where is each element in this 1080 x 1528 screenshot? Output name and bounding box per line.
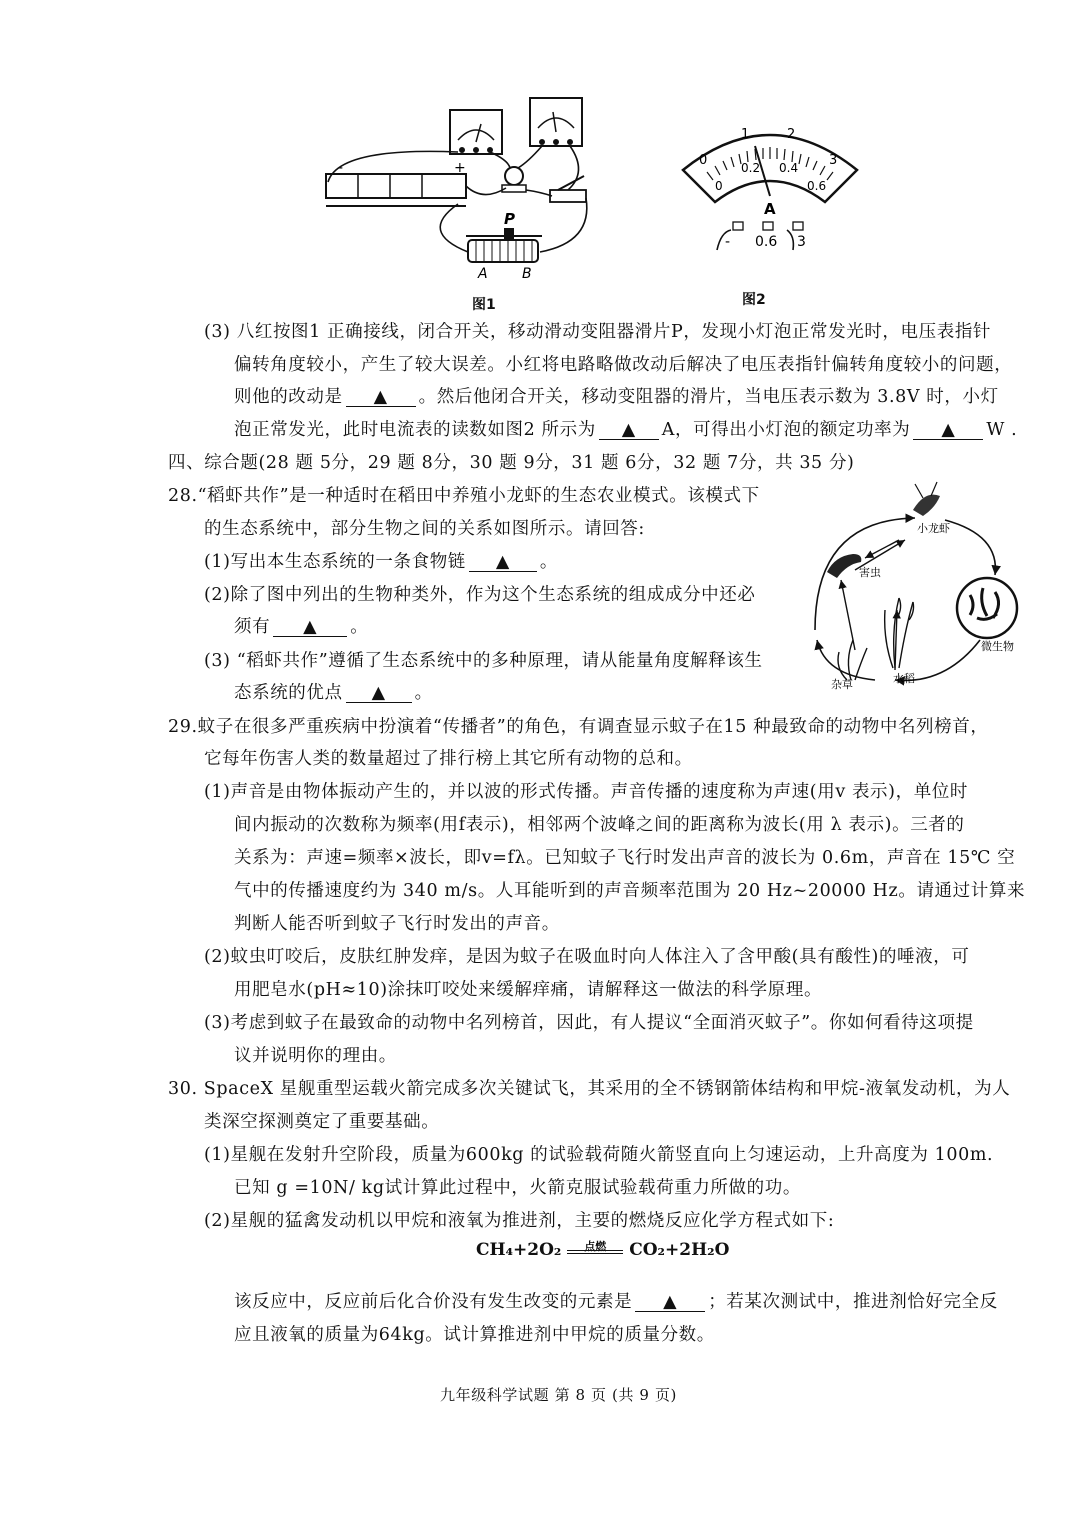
q29-s3b: 议并说明你的理由。 [234, 1046, 397, 1066]
answer-blank[interactable]: ▲ [913, 421, 983, 440]
q29-s2a: (2)蚊虫叮咬后，皮肤红肿发痒，是因为蚊子在吸血时向人体注入了含甲酸(具有酸性)的唾液，可 [204, 947, 970, 967]
q29-s3a: (3)考虑到蚊子在最致命的动物中名列榜首，因此，有人提议“全面消灭蚊子”。你如何看待这项提 [204, 1013, 974, 1033]
q28-sub2b-text: 须有 [234, 617, 271, 637]
equation-right: CO₂+2H₂O [629, 1240, 730, 1260]
dial-bottom-2: 0.4 [779, 161, 799, 175]
q30-line1: 30. SpaceX 星舰重型运载火箭完成多次关键试飞，其采用的全不锈钢箭体结构和甲烷-液氧发动机，为人 [168, 1079, 1011, 1099]
battery-minus: - [338, 160, 344, 176]
figure-2-caption: 图2 [742, 292, 766, 308]
q27-3-line4-a: 泡正常发光，此时电流表的读数如图2 所示为 [234, 420, 596, 440]
microbe-icon [957, 578, 1017, 638]
q30-s2b-b: ；若某次测试中，推进剂恰好完全反 [708, 1292, 998, 1312]
q27-3-line3-b: 。然后他闭合开关，移动变阻器的滑片，当电压表示数为 3.8V 时，小灯 [418, 387, 999, 407]
section-4-heading: 四、综合题(28 题 5分，29 题 8分，30 题 9分，31 题 6分，32 题 7分，共 35 分) [168, 453, 855, 473]
q27-3-line3 [234, 386, 999, 408]
page-footer: 九年级科学试题 第 8 页 (共 9 页) [440, 1386, 678, 1404]
battery-pack [326, 174, 466, 198]
dial-top-2: 2 [787, 127, 796, 142]
q29-s1d: 气中的传播速度约为 340 m/s。人耳能听到的声音频率范围为 20 Hz~20000 Hz。请通过计算来 [234, 881, 1026, 901]
q27-3-line4-b: A，可得出小灯泡的额定功率为 [661, 420, 911, 440]
voltmeter-icon [530, 98, 582, 146]
dial-bottom-1: 0.2 [741, 161, 761, 175]
answer-blank[interactable]: ▲ [599, 421, 659, 440]
microbe-label: 微生物 [981, 640, 1014, 653]
weed-label: 杂草 [831, 678, 853, 691]
q29-s1e: 判断人能否听到蚊子飞行时发出的声音。 [234, 914, 560, 934]
terminal-minus: - [725, 234, 731, 250]
terminal-3: 3 [797, 234, 806, 250]
q30-s2c: 应且液氧的质量为64kg。试计算推进剂中甲烷的质量分数。 [234, 1325, 715, 1345]
rheostat-icon [466, 228, 542, 262]
answer-blank[interactable]: ▲ [346, 684, 412, 703]
q27-3-line3-a: 则他的改动是 [234, 387, 343, 407]
q28-sub2: (2)除了图中列出的生物种类外，作为这个生态系统的组成成分中还必 [204, 585, 756, 605]
rice-icon [885, 598, 914, 668]
q28-sub3b: 态系统的优点 ▲ 。 [234, 683, 433, 703]
q28-line2: 的生态系统中，部分生物之间的关系如图所示。请回答: [204, 519, 645, 539]
q27-3-line4-c: W . [986, 420, 1018, 440]
q28-sub1: (1)写出本生态系统的一条食物链 ▲ 。 [204, 552, 558, 572]
figure-1-circuit [318, 92, 608, 287]
figure-2-ammeter-dial [675, 110, 865, 260]
q30-s2b-a: 该反应中，反应前后化合价没有发生改变的元素是 [234, 1292, 633, 1312]
dial-bottom-0: 0 [715, 179, 723, 193]
slider-label: P [504, 210, 515, 228]
q29-s1c: 关系为：声速=频率×波长，即v=fλ。已知蚊子飞行时发出声音的波长为 0.6m，声音在 15℃ 空 [234, 848, 1016, 868]
terminal-06: 0.6 [755, 234, 778, 250]
answer-blank[interactable]: ▲ [469, 553, 537, 572]
crayfish-icon [913, 482, 940, 516]
rice-label: 水稻 [893, 672, 915, 685]
q27-3-line1: (3) 八红按图1 正确接线，闭合开关，移动滑动变阻器滑片P，发现小灯泡正常发光时，电压表指针 [204, 322, 992, 342]
terminal-a-label: A [478, 266, 488, 282]
q28-sub2b: 须有 ▲ 。 [234, 617, 369, 637]
q28-sub3: (3) “稻虾共作”遵循了生态系统中的多种原理，请从能量角度解释该生 [204, 651, 763, 671]
answer-blank[interactable]: ▲ [635, 1293, 705, 1312]
figure-1-caption: 图1 [472, 297, 496, 313]
crayfish-label: 小龙虾 [917, 522, 950, 535]
q28-line1: 28.“稻虾共作”是一种适时在稻田中养殖小龙虾的生态农业模式。该模式下 [168, 486, 760, 506]
q28-sub1-text: (1)写出本生态系统的一条食物链 [204, 552, 466, 572]
q29-line2: 它每年伤害人类的数量超过了排行榜上其它所有动物的总和。 [204, 749, 693, 769]
answer-blank[interactable]: ▲ [346, 388, 416, 407]
dial-unit: A [764, 200, 776, 218]
ammeter-icon [450, 110, 502, 154]
q29-s2b: 用肥皂水(pH≈10)涂抹叮咬处来缓解痒痛，请解释这一做法的科学原理。 [234, 980, 823, 1000]
q30-s2a: (2)星舰的猛禽发动机以甲烷和液氧为推进剂，主要的燃烧反应化学方程式如下: [204, 1211, 835, 1231]
weed-icon [838, 640, 867, 680]
q28-sub3b-text: 态系统的优点 [234, 683, 343, 703]
q30-line2: 类深空探测奠定了重要基础。 [204, 1112, 440, 1132]
dial-bottom-3: 0.6 [807, 179, 827, 193]
figure-3-ecosystem [795, 480, 1030, 695]
q29-s1a: (1)声音是由物体振动产生的，并以波的形式传播。声音传播的速度称为声速(用v 表示)，单位时 [204, 782, 968, 802]
q27-3-line2: 偏转角度较小，产生了较大误差。小红将电路略做改动后解决了电压表指针偏转角度较小的问题， [234, 355, 1013, 375]
q27-3-line4 [234, 419, 1017, 441]
dial-top-0: 0 [699, 153, 708, 168]
chemical-equation [476, 1240, 729, 1260]
q30-s1a: (1)星舰在发射升空阶段，质量为600kg 的试验载荷随火箭竖直向上匀速运动，上升高度为 100m. [204, 1145, 994, 1165]
q30-s2b [234, 1291, 998, 1313]
q29-s1b: 间内振动的次数称为频率(用f表示)，相邻两个波峰之间的距离称为波长(用 λ 表示)。三者的 [234, 815, 965, 835]
battery-plus: + [454, 160, 466, 176]
pest-label: 害虫 [859, 566, 881, 579]
answer-blank[interactable]: ▲ [273, 618, 347, 637]
dial-top-3: 3 [829, 153, 838, 168]
q30-s1b: 已知 g =10N/ kg试计算此过程中，火箭克服试验载荷重力所做的功。 [234, 1178, 801, 1198]
equation-left: CH₄+2O₂ [476, 1240, 562, 1260]
q29-line1: 29.蚊子在很多严重疾病中扮演着“传播者”的角色，有调查显示蚊子在15 种最致命的动物中名列榜首， [168, 717, 989, 737]
terminal-b-label: B [522, 266, 532, 282]
dial-top-1: 1 [741, 127, 750, 142]
equation-condition: 点燃 [584, 1240, 607, 1253]
